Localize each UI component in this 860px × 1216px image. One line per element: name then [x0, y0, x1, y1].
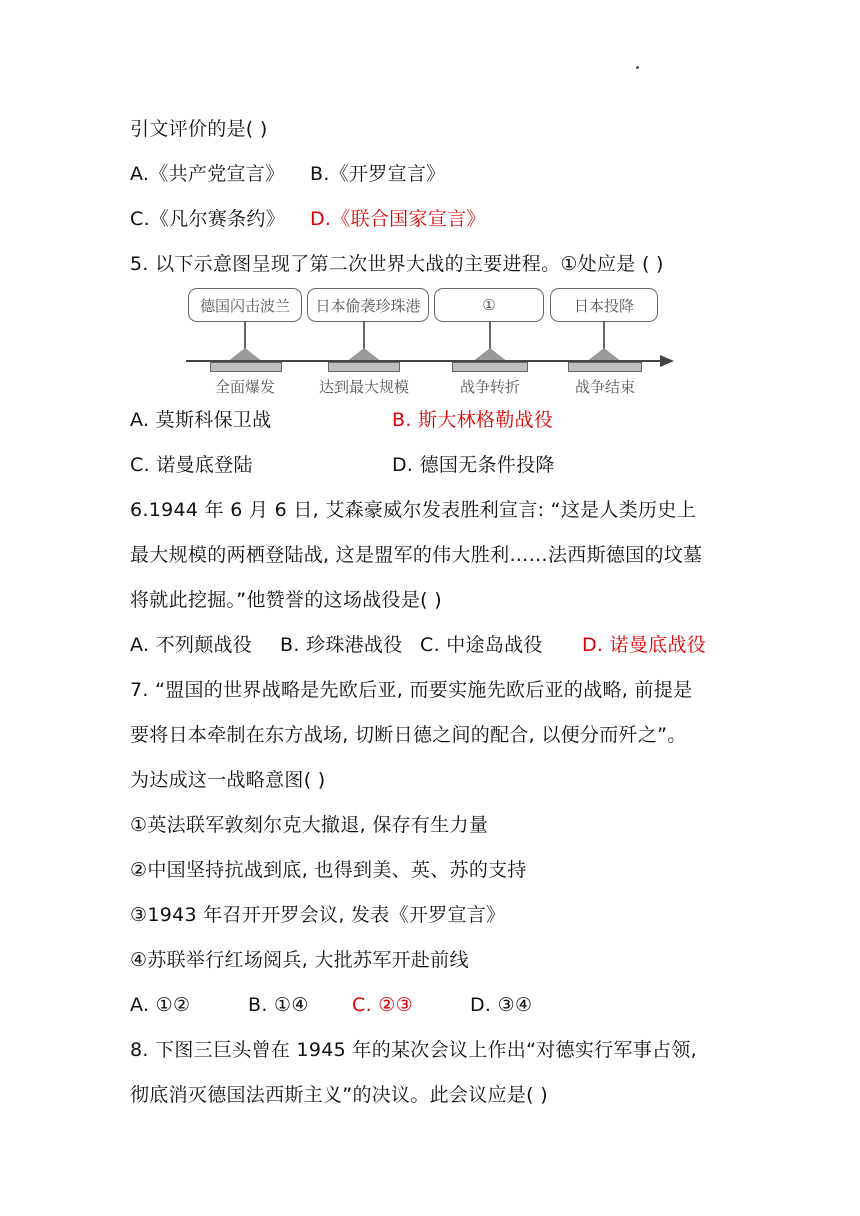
- q6-options-row: [130, 633, 707, 657]
- timeline-connector: [363, 322, 365, 349]
- q7-options-row: [130, 993, 533, 1017]
- timeline-connector: [244, 322, 246, 349]
- q4-options-row2: [130, 207, 486, 231]
- timeline-stage-bar: [452, 362, 528, 372]
- timeline-arrowhead: [660, 355, 674, 367]
- timeline-stage-2: 达到最大规模: [318, 378, 409, 396]
- q7-stem-line3: 为达成这一战略意图( ): [130, 769, 326, 791]
- timeline-connector: [489, 322, 491, 349]
- timeline-event-4: 日本投降: [550, 288, 658, 322]
- timeline-stage-bar: [210, 362, 282, 372]
- q6-stem-line2: 最大规模的两栖登陆战, 这是盟军的伟大胜利……法西斯德国的坟墓: [130, 544, 703, 566]
- q7-option-b: B. ①④: [248, 994, 309, 1016]
- timeline-stage-bar: [568, 362, 642, 372]
- page-dot: [636, 66, 639, 69]
- q5-option-c: C. 诺曼底登陆: [130, 454, 253, 476]
- q7-stem-line2: 要将日本牵制在东方战场, 切断日德之间的配合, 以便分而歼之”。: [130, 724, 687, 746]
- q7-option-c-answer: C. ②③: [352, 994, 413, 1016]
- q6-option-a: A. 不列颠战役: [130, 634, 253, 656]
- q4-option-c: C.《凡尔赛条约》: [130, 208, 286, 230]
- q7-statement-1: ①英法联军敦刻尔克大撤退, 保存有生力量: [130, 814, 489, 836]
- timeline-stage-1: 全面爆发: [214, 378, 275, 396]
- q6-stem-line1: 6.1944 年 6 月 6 日, 艾森豪威尔发表胜利宣言: “这是人类历史上: [130, 499, 696, 521]
- q6-option-c: C. 中途岛战役: [420, 634, 543, 656]
- timeline-event-2: 日本偷袭珍珠港: [307, 288, 429, 322]
- timeline-stage-4: 战争结束: [574, 378, 635, 396]
- q5-options-row1: [130, 408, 554, 432]
- q8-stem-line1: 8. 下图三巨头曾在 1945 年的某次会议上作出“对德实行军事占领,: [130, 1039, 697, 1061]
- timeline-connector: [603, 322, 605, 349]
- timeline-event-1: 德国闪击波兰: [188, 288, 302, 322]
- q6-stem-line3: 将就此挖掘。”他赞誉的这场战役是( ): [130, 589, 442, 611]
- q5-option-d: D. 德国无条件投降: [392, 454, 555, 476]
- timeline-stage-bar: [328, 362, 400, 372]
- q7-option-d: D. ③④: [470, 994, 533, 1016]
- q4-options-row1: [130, 162, 446, 186]
- q7-stem-line1: 7. “盟国的世界战略是先欧后亚, 而要实施先欧后亚的战略, 前提是: [130, 679, 693, 701]
- q4-option-b: B.《开罗宣言》: [310, 163, 446, 185]
- q5-stem: 5. 以下示意图呈现了第二次世界大战的主要进程。①处应是 ( ): [130, 253, 664, 275]
- q5-options-row2: [130, 453, 555, 477]
- q8-stem-line2: 彻底消灭德国法西斯主义”的决议。此会议应是( ): [130, 1084, 548, 1106]
- ww2-timeline-diagram: [186, 286, 686, 398]
- q5-option-a: A. 莫斯科保卫战: [130, 409, 272, 431]
- q4-option-a: A.《共产党宣言》: [130, 163, 285, 185]
- q7-statement-2: ②中国坚持抗战到底, 也得到美、英、苏的支持: [130, 859, 527, 881]
- q6-option-b: B. 珍珠港战役: [280, 634, 403, 656]
- q5-option-b-answer: B. 斯大林格勒战役: [392, 409, 554, 431]
- q7-option-a: A. ①②: [130, 994, 191, 1016]
- q4-option-d-answer: D.《联合国家宣言》: [310, 208, 486, 230]
- q4-stem-tail: 引文评价的是( ): [130, 118, 268, 140]
- timeline-stage-3: 战争转折: [459, 378, 520, 396]
- q7-statement-3: ③1943 年召开开罗会议, 发表《开罗宣言》: [130, 904, 506, 926]
- q6-option-d-answer: D. 诺曼底战役: [582, 634, 707, 656]
- timeline-event-3: ①: [434, 288, 544, 322]
- q7-statement-4: ④苏联举行红场阅兵, 大批苏军开赴前线: [130, 949, 469, 971]
